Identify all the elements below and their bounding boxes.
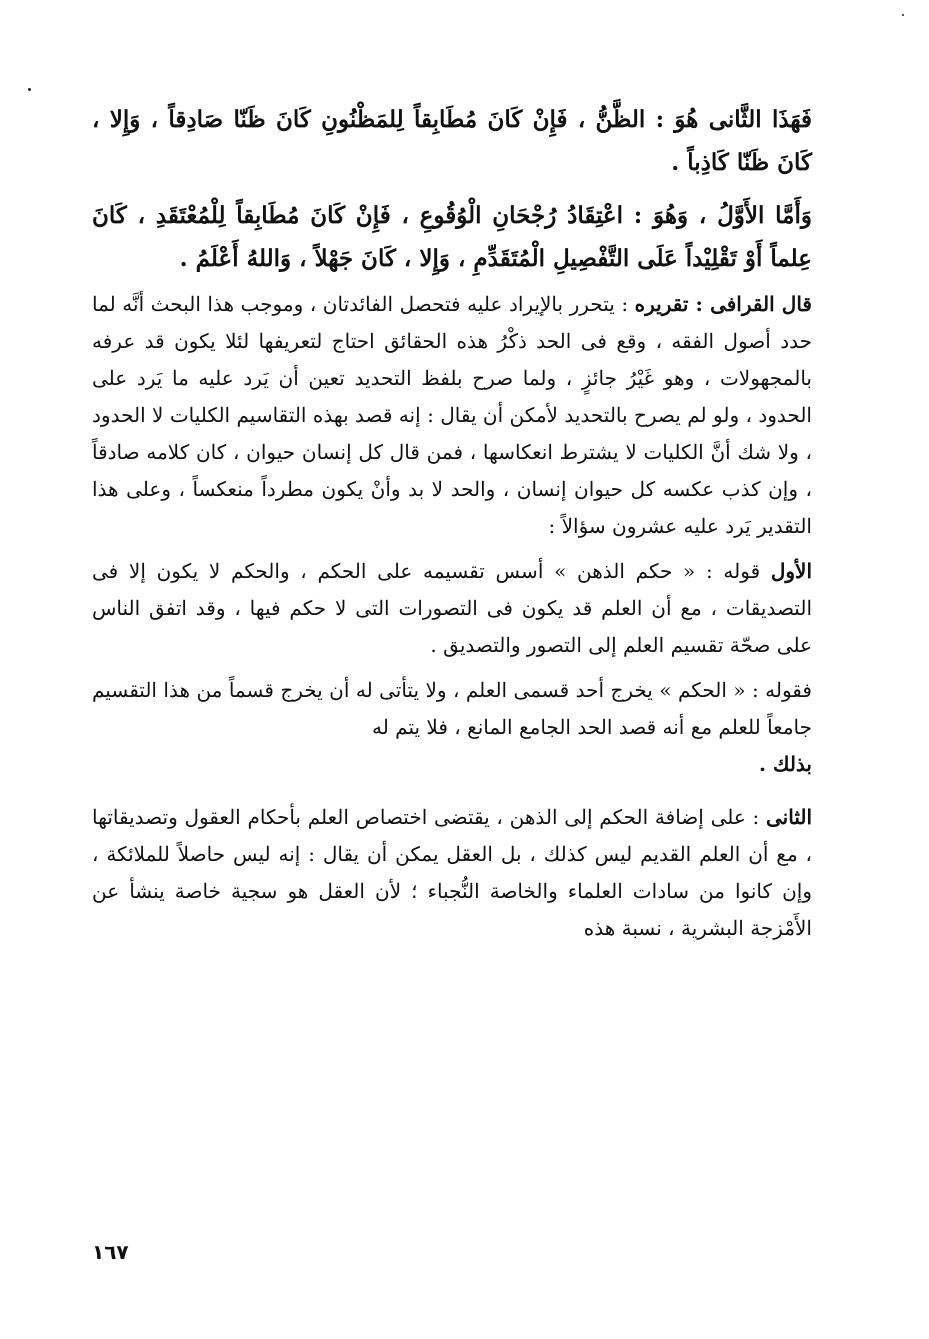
scan-speck bbox=[902, 14, 904, 16]
sharh-paragraph-3-tail bbox=[92, 746, 812, 783]
sharh-paragraph-4 bbox=[92, 799, 812, 947]
sharh-text-3: فقوله : « الحكم » يخرج أحد قسمى العلم ، ولا يتأتى له أن يخرج قسماً من هذا التقسيم جامعاً للعلم مع أنه قصد الحد الجامع المانع ، فلا يتم له bbox=[92, 678, 812, 739]
sharh-text-4: : على إضافة الحكم إلى الذهن ، يقتضى اختصاص العلم بأحكام العقول وتصديقاتها ، مع أن العلم القديم ليس كذلك ، بل العقل يمكن أن يقال : إنه ليس حاصلاً للملائكة ، وإن كانوا من سادات العلماء والخاصة النُّجباء ؛ لأن العقل هو سجية خاصة ينشأ عن الأَمْزجة البشرية ، نسبة هذه bbox=[92, 805, 812, 940]
sharh-text-3-tail: بذلك . bbox=[759, 752, 812, 776]
matn-paragraph-1: فَهَذَا الثَّانى هُوَ : الظَّنُّ ، فَإِنْ كَانَ مُطَابِقاً لِلمَظْنُونِ كَانَ ظَنّا صَادِقاً ، وَإِلا ، كَانَ ظَنّا كَاذِباً . bbox=[92, 106, 812, 176]
matn-paragraph-2: وَأَمَّا الأَوَّلُ ، وَهُوَ : اعْتِقَادُ رُجْحَانِ الْوُقُوعِ ، فَإِنْ كَانَ مُطَابِقاً لِلْمُعْتَقَدِ ، كَانَ عِلماً أَوْ تَقْلِيْداً عَلَى التَّفْصِيلِ الْمُتَقَدِّمِ ، وَإِلا ، كَانَ جَهْلاً ، وَاللهُ أَعْلَمُ . bbox=[92, 202, 812, 272]
sharh-paragraph-3 bbox=[92, 672, 812, 746]
sharh-text-2: قوله : « حكم الذهن » أسس تقسيمه على الحكم ، والحكم لا يكون إلا فى التصديقات ، مع أن العلم قد يكون فى التصورات التى لا حكم فيها ، وقد اتفق الناس على صحّة تقسيم العلم إلى التصور والتصديق . bbox=[92, 559, 812, 657]
page-body bbox=[92, 98, 812, 947]
sharh-paragraph-2 bbox=[92, 553, 812, 664]
sharh-paragraph-1 bbox=[92, 286, 812, 545]
sharh-lead-first: الأول bbox=[770, 559, 812, 583]
sharh-lead-qarafi: قال القرافى : تقريره bbox=[634, 292, 812, 316]
page-number: ١٦٧ bbox=[92, 1240, 129, 1264]
scan-speck bbox=[28, 88, 31, 91]
sharh-lead-second: الثانى bbox=[765, 805, 812, 829]
sharh-text-1: : يتحرر بالإيراد عليه فتحصل الفائدتان ، وموجب هذا البحث أنَّه لما حدد أصول الفقه ، وقع فى الحد ذكْرُ هذه الحقائق احتاج لتعريفها لئلا يكون قد عرفه بالمجهولات ، وهو غَيْرُ جائزٍ ، ولما صرح بلفظ التحديد تعين أن يَرد عليه ما يَرد على الحدود ، ولو لم يصرح بالتحديد لأمكن أن يقال : إنه قصد بهذه التقاسيم الكليات لا الحدود ، ولا شك أنَّ الكليات لا يشترط انعكاسها ، فمن قال كل إنسان حيوان ، كان كلامه صادقاً ، وإن كذب عكسه كل حيوان إنسان ، والحد لا بد وأنْ يكون مطرداً منعكساً ، وعلى هذا التقدير يَرد عليه عشرون سؤالاً : bbox=[92, 292, 813, 538]
